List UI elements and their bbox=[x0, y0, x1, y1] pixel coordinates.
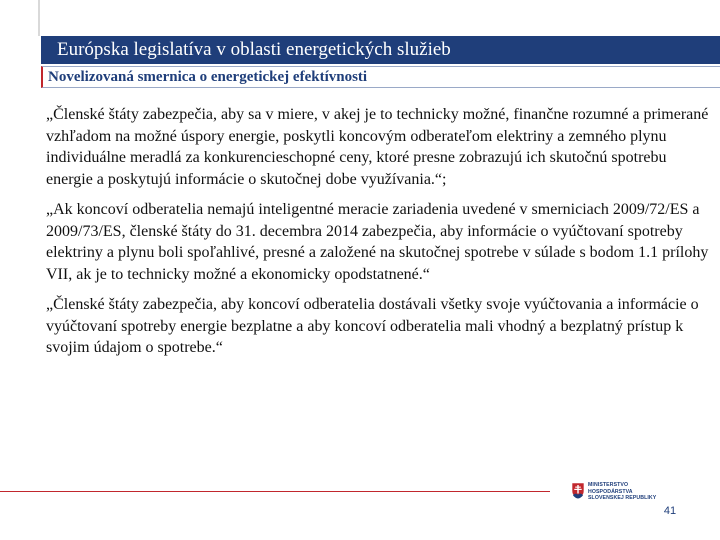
ministry-line-1: MINISTERSTVO bbox=[588, 482, 629, 488]
quote-paragraph-1: „Členské štáty zabezpečia, aby sa v miere, v akej je to technicky možné, finančne rozumné a primerané vzhľadom na možné úspory energie, poskytli koncovým odberateľom elektriny a zemného plynu individuálne meradlá za konkurencieschopné ceny, ktoré presne zobrazujú ich skutočnú spotrebu energie a poskytujú informácie o skutočnej dobe využívania.“; bbox=[46, 106, 709, 188]
quote-paragraph-3: „Členské štáty zabezpečia, aby koncoví odberatelia dostávali všetky svoje vyúčtovania a informácie o vyúčtovaní spotreby energie bezplatne a aby koncoví odberatelia mali vhodný a bezplatný prístup k svojim údajom o spotrebe.“ bbox=[46, 296, 699, 356]
quote-paragraph-2: „Ak koncoví odberatelia nemajú inteligentné meracie zariadenia uvedené v smerniciach 2009/72/ES a 2009/73/ES, členské štáty do 31. decembra 2014 zabezpečia, aby informácie o vyúčtovaní spotreby elektriny a plynu boli spoľahlivé, presné a založené na skutočnej spotrebe v súlade s bodom 1.1 prílohy VII, ak je to technicky možné a ekonomicky opodstatnené.“ bbox=[46, 201, 709, 283]
footer-divider bbox=[0, 491, 550, 492]
ministry-logo bbox=[571, 482, 656, 502]
left-decorative-rule bbox=[38, 0, 40, 36]
slide-content bbox=[46, 104, 716, 368]
ministry-name bbox=[588, 482, 656, 502]
ministry-line-2: HOSPODÁRSTVA bbox=[588, 488, 633, 495]
slide-title: Európska legislatíva v oblasti energetických služieb bbox=[57, 39, 451, 60]
slide-title-bar bbox=[41, 36, 720, 64]
ministry-line-3: SLOVENSKEJ REPUBLIKY bbox=[588, 495, 657, 502]
slovak-coat-of-arms-icon bbox=[571, 482, 585, 499]
slide-subtitle: Novelizovaná smernica o energetickej efektívnosti bbox=[41, 66, 720, 88]
page-number: 41 bbox=[663, 505, 677, 517]
